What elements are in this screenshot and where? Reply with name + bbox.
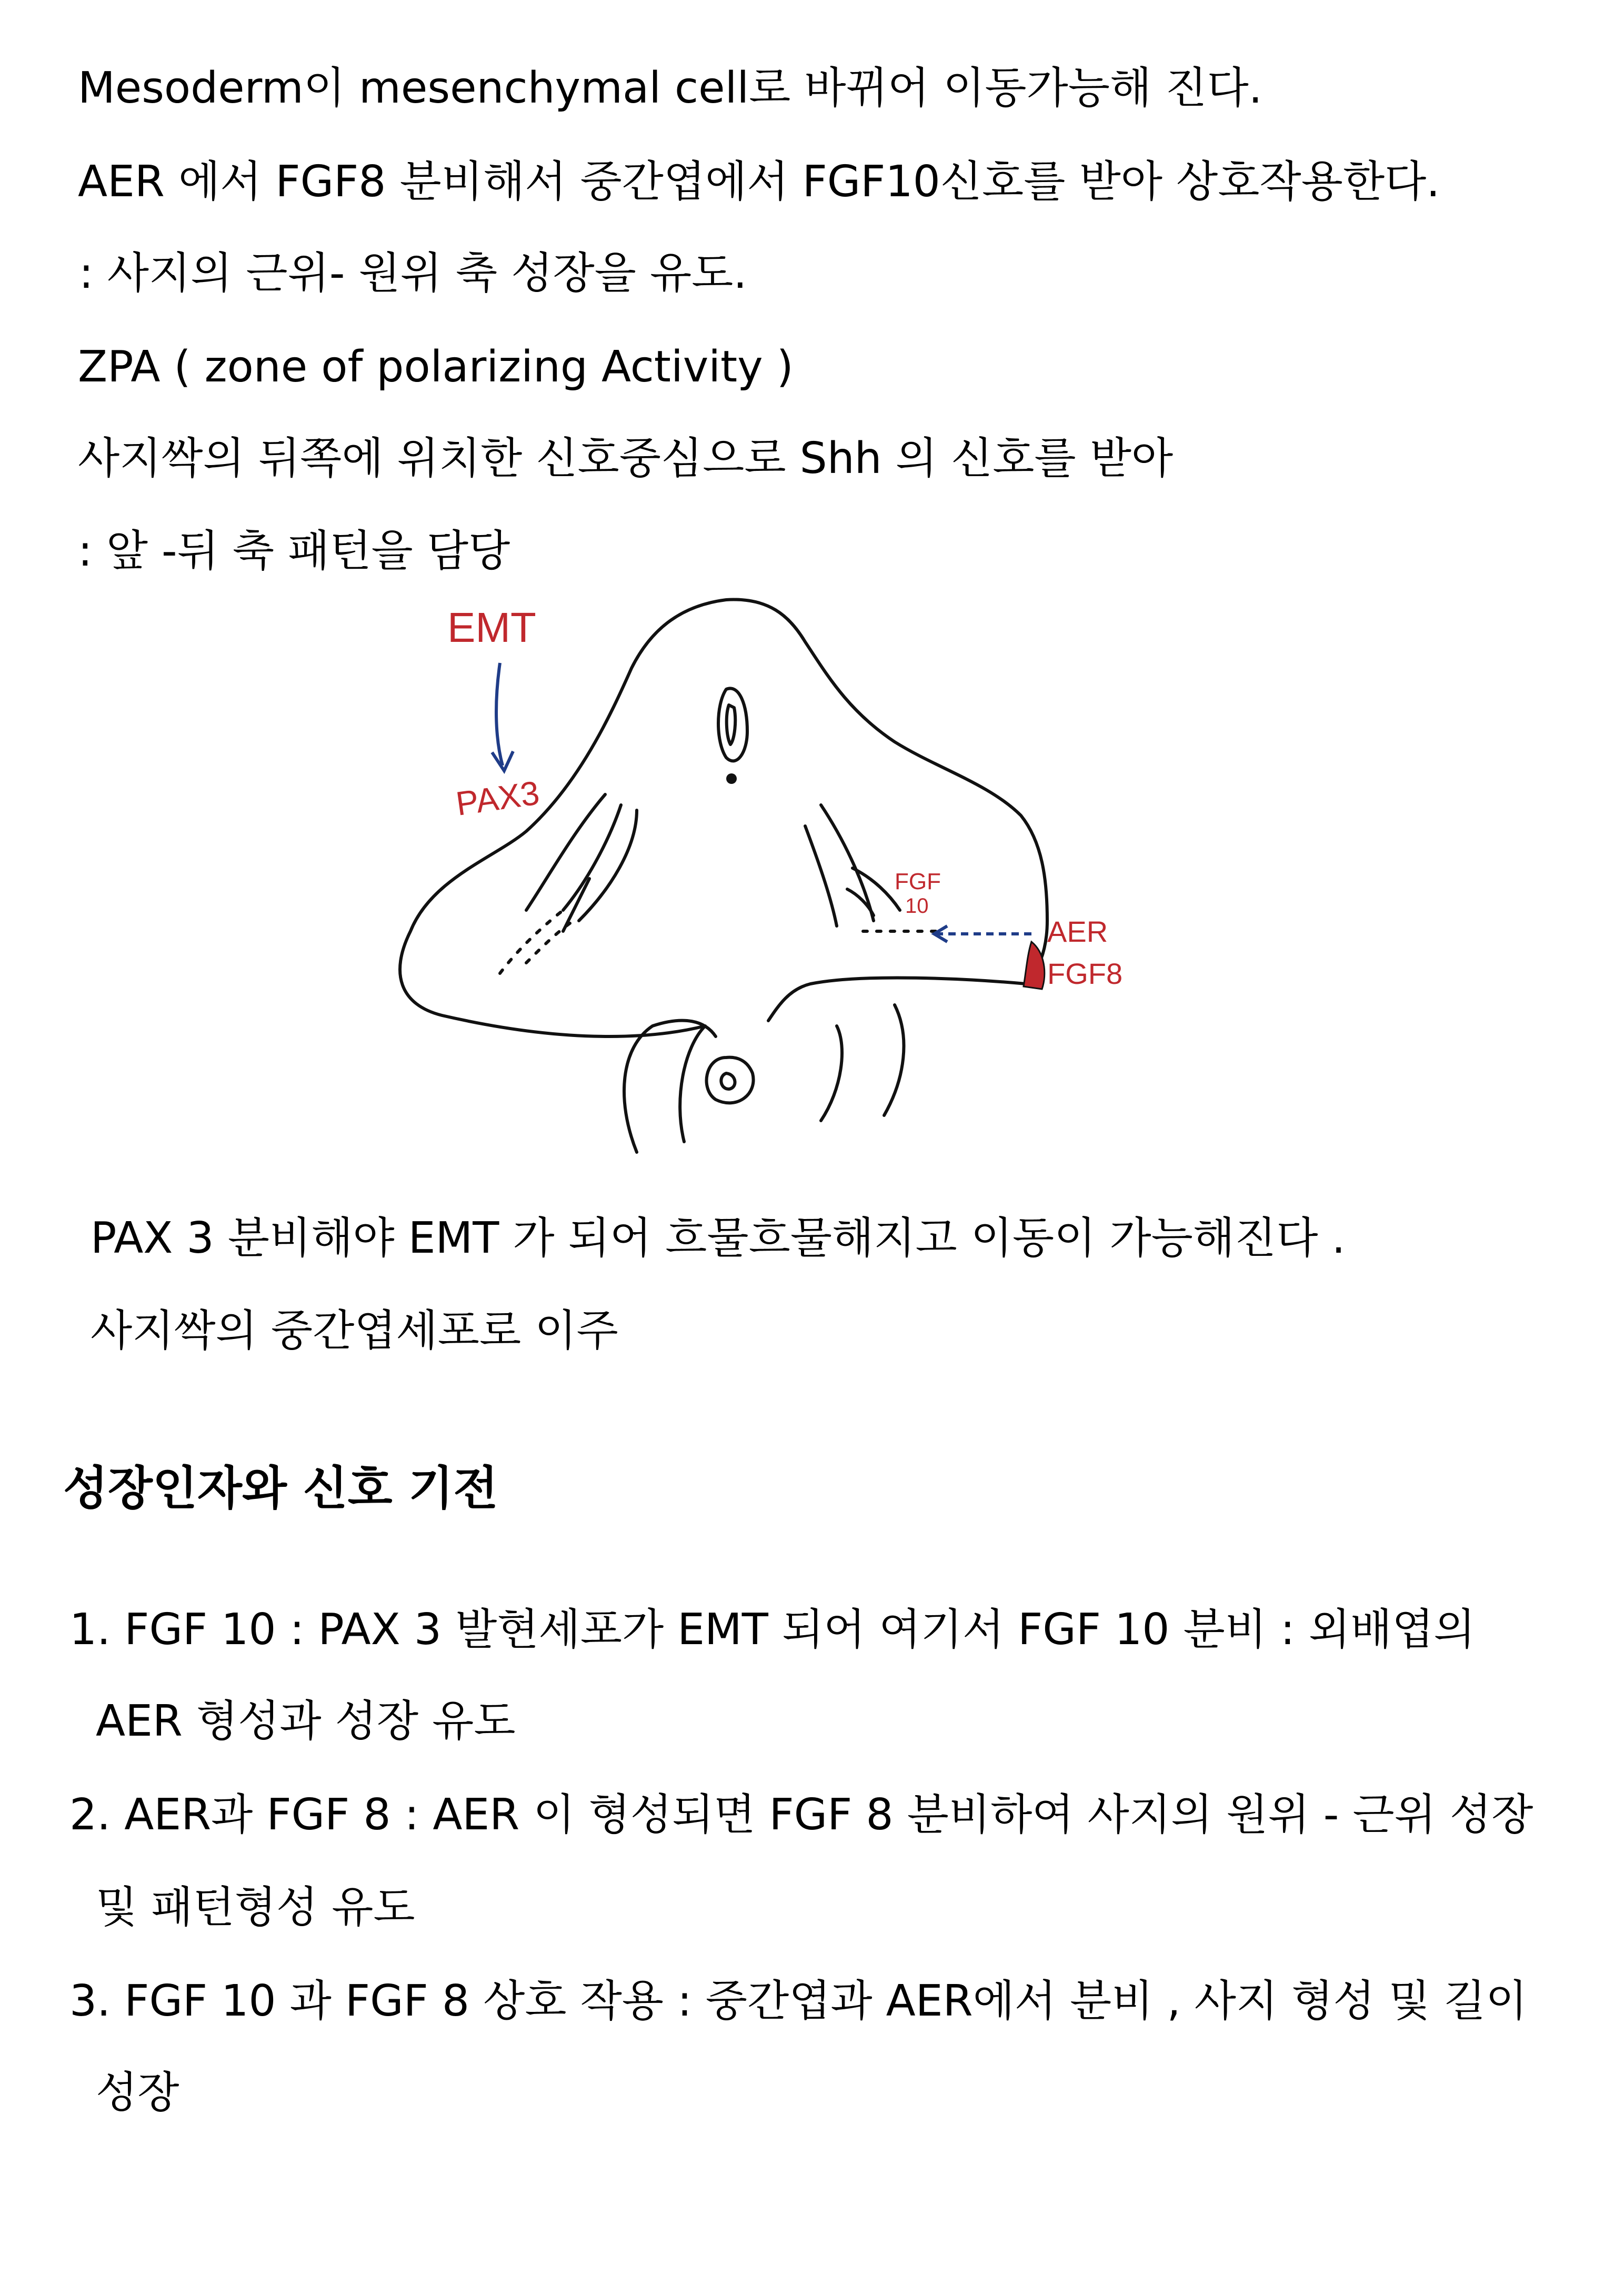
intro-line-1: Mesoderm이 mesenchymal cell로 바뀌어 이동가능해 진다. (78, 63, 1262, 113)
list-item-1-line-1: 1. FGF 10 : PAX 3 발현세포가 EMT 되어 여기서 FGF 10 분비 : 외배엽의 (69, 1605, 1476, 1655)
intro-line-2: AER 에서 FGF8 분비해서 중간엽에서 FGF10신호를 받아 상호작용한다. (78, 157, 1440, 207)
intro-line-3: : 사지의 근위- 원위 축 성장을 유도. (79, 248, 747, 298)
label-fgf10-a: FGF (895, 869, 941, 894)
list-item-2-line-2: 및 패턴형성 유도 (96, 1882, 415, 1932)
emt-arrow (496, 663, 503, 766)
after-diagram-line-2: 사지싹의 중간엽세포로 이주 (91, 1306, 618, 1356)
label-pax3: PAX3 (453, 773, 542, 823)
label-fgf10-b: 10 (905, 894, 929, 918)
intro-line-5: 사지싹의 뒤쪽에 위치한 신호중심으로 Shh 의 신호를 받아 (78, 434, 1174, 484)
section-heading: 성장인자와 신호 기전 (63, 1461, 498, 1515)
intro-line-6: : 앞 -뒤 축 패턴을 담당 (78, 526, 510, 576)
neural-tube (718, 688, 747, 761)
label-fgf8: FGF8 (1047, 957, 1123, 990)
label-aer: AER (1047, 915, 1108, 948)
notochord-ring (707, 1058, 754, 1103)
list-item-1-line-2: AER 형성과 성장 유도 (96, 1696, 516, 1746)
list-item-2-line-1: 2. AER과 FGF 8 : AER 이 형성되면 FGF 8 분비하여 사지의 원위 - 근위 성장 (69, 1790, 1533, 1840)
aer-ridge (1024, 942, 1045, 989)
list-item-3-line-1: 3. FGF 10 과 FGF 8 상호 작용 : 중간엽과 AER에서 분비 , 사지 형성 및 길이 (69, 1976, 1528, 2026)
embryo-cross-section-diagram (389, 584, 1168, 1168)
list-item-3-line-2: 성장 (96, 2068, 179, 2118)
dot-mark (726, 773, 737, 784)
intro-line-4: ZPA ( zone of polarizing Activity ) (78, 342, 794, 392)
label-emt: EMT (447, 604, 536, 651)
after-diagram-line-1: PAX 3 분비해야 EMT 가 되어 흐물흐물해지고 이동이 가능해진다 . (91, 1213, 1346, 1263)
